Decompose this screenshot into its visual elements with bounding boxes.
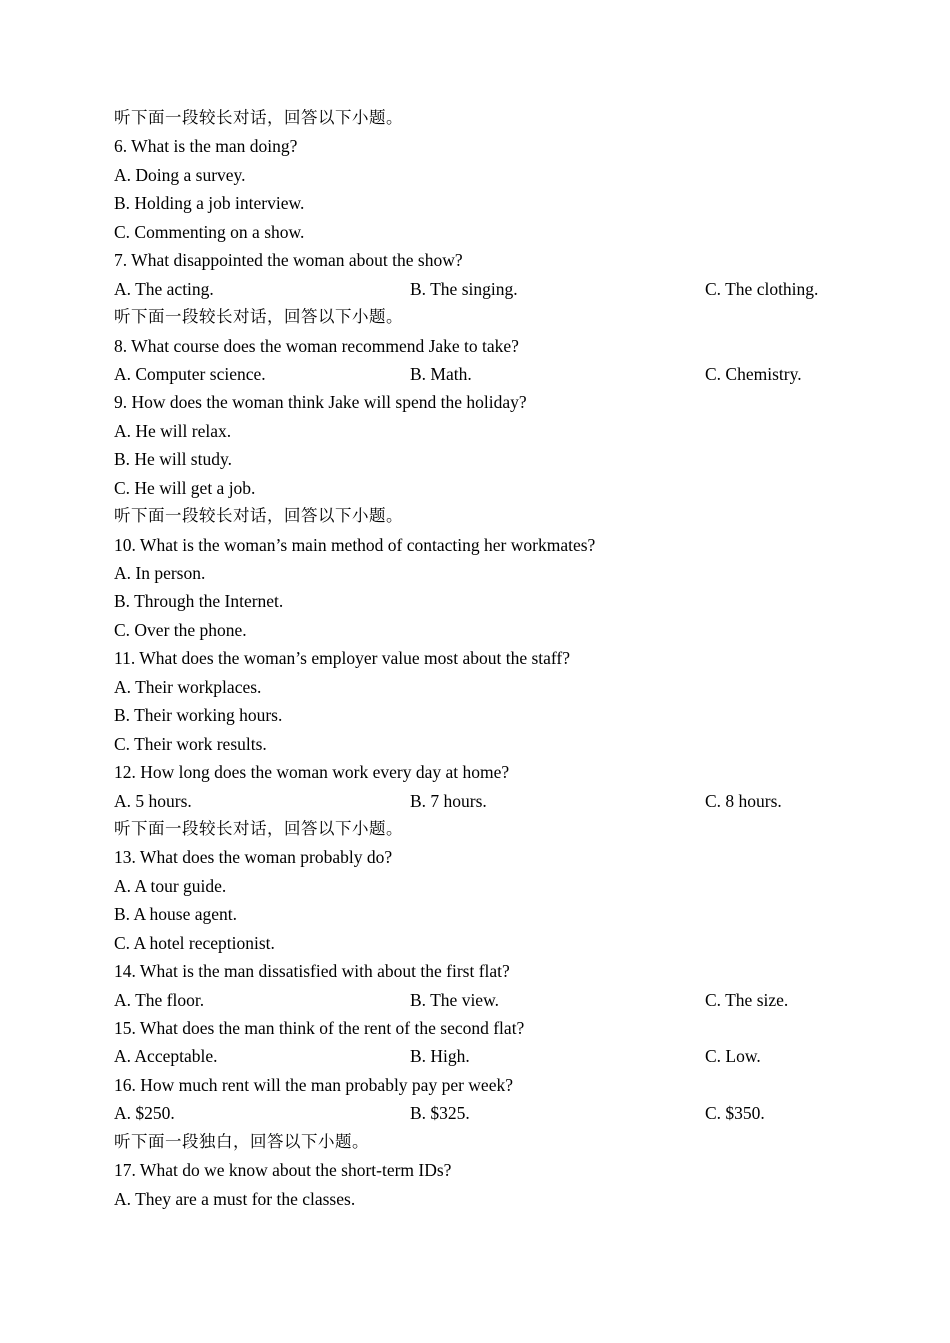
answer-option: B. The singing.: [410, 278, 518, 299]
answer-option: C. The size.: [705, 989, 789, 1010]
question-text: 9. How does the woman think Jake will spend the holiday?: [114, 392, 527, 413]
question-text: 12. How long does the woman work every day at home?: [114, 762, 510, 783]
question-text: 8. What course does the woman recommend Jake to take?: [114, 335, 519, 356]
answer-option: A. $250.: [114, 1103, 175, 1124]
answer-option: B. Their working hours.: [114, 705, 283, 726]
answer-option: C. He will get a job.: [114, 477, 256, 498]
answer-option: B. High.: [410, 1046, 470, 1067]
answer-option: C. A hotel receptionist.: [114, 932, 275, 953]
section-instruction: 听下面一段较长对话，回答以下小题。: [114, 506, 403, 526]
answer-option: A. Acceptable.: [114, 1046, 218, 1067]
answer-option: B. A house agent.: [114, 904, 237, 925]
answer-option: A. In person.: [114, 563, 206, 583]
answer-option: B. Holding a job interview.: [114, 193, 305, 214]
section-instruction: 听下面一段较长对话，回答以下小题。: [114, 818, 403, 838]
answer-options-row: [114, 1042, 874, 1070]
question-text: 16. How much rent will the man probably pay per week?: [114, 1074, 513, 1095]
answer-option: A. The floor.: [114, 989, 205, 1010]
answer-option: A. 5 hours.: [114, 790, 192, 811]
answer-option: C. 8 hours.: [705, 790, 782, 811]
question-text: 13. What does the woman probably do?: [114, 847, 393, 868]
section-instruction: 听下面一段较长对话，回答以下小题。: [114, 307, 403, 327]
answer-option: C. Over the phone.: [114, 619, 247, 640]
answer-options-row: [114, 360, 874, 388]
answer-option: C. Low.: [705, 1046, 761, 1067]
section-instruction: 听下面一段独白，回答以下小题。: [114, 1131, 369, 1151]
answer-option: C. Commenting on a show.: [114, 221, 305, 242]
exam-document: [114, 104, 874, 1213]
answer-option: A. Doing a survey.: [114, 164, 246, 185]
answer-option: B. He will study.: [114, 449, 232, 470]
answer-option: C. Chemistry.: [705, 363, 802, 384]
answer-option: A. A tour guide.: [114, 875, 227, 896]
question-text: 6. What is the man doing?: [114, 136, 298, 157]
answer-option: A. He will relax.: [114, 420, 232, 441]
answer-options-row: [114, 986, 874, 1014]
question-text: 15. What does the man think of the rent of the second flat?: [114, 1018, 525, 1038]
section-instruction: 听下面一段较长对话，回答以下小题。: [114, 108, 403, 127]
answer-option: B. 7 hours.: [410, 790, 487, 811]
answer-option: C. Their work results.: [114, 733, 267, 754]
answer-options-row: [114, 275, 874, 303]
answer-option: A. Computer science.: [114, 363, 266, 384]
question-text: 7. What disappointed the woman about the show?: [114, 250, 463, 271]
question-text: 14. What is the man dissatisfied with about the first flat?: [114, 961, 510, 982]
answer-option: A. The acting.: [114, 278, 214, 299]
answer-option: C. $350.: [705, 1103, 765, 1124]
answer-option: B. The view.: [410, 989, 499, 1010]
answer-option: A. They are a must for the classes.: [114, 1188, 356, 1209]
question-text: 11. What does the woman’s employer value most about the staff?: [114, 648, 571, 669]
answer-option: B. Math.: [410, 363, 472, 384]
answer-option: C. The clothing.: [705, 278, 819, 299]
answer-option: B. Through the Internet.: [114, 591, 284, 612]
answer-options-row: [114, 1099, 874, 1127]
question-text: 17. What do we know about the short-term IDs?: [114, 1160, 452, 1181]
answer-options-row: [114, 787, 874, 815]
question-text: 10. What is the woman’s main method of contacting her workmates?: [114, 534, 596, 555]
answer-option: A. Their workplaces.: [114, 676, 262, 697]
answer-option: B. $325.: [410, 1103, 470, 1124]
